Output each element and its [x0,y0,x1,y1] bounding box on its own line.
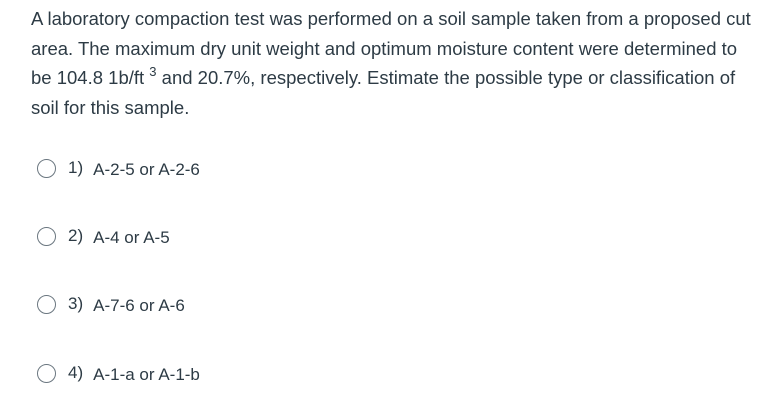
question-text [31,4,759,122]
radio-button-icon[interactable] [37,159,56,178]
answer-option-2[interactable] [37,222,170,250]
option-number: 1) [68,158,84,177]
answer-option-4[interactable] [37,359,200,387]
question-text-part: and 20.7%, respectively. Estimate the possible type or classification of soil for this sample. [31,67,736,118]
option-number: 3) [68,294,84,313]
option-label: A-4 or A-5 [93,228,170,247]
superscript-exponent: 3 [149,63,157,79]
radio-button-icon[interactable] [37,227,56,246]
answer-option-3[interactable] [37,290,185,318]
question-text-part: A laboratory compaction test was performed on a soil sample taken from a proposed cut area. The maximum dry unit weight and optimum moisture content were determined to be 104.8 1b/ft [31,8,751,88]
radio-button-icon[interactable] [37,364,56,383]
option-number: 4) [68,363,84,382]
option-label: A-7-6 or A-6 [93,296,185,315]
option-number: 2) [68,226,84,245]
option-label: A-1-a or A-1-b [93,365,200,384]
radio-button-icon[interactable] [37,295,56,314]
answer-option-1[interactable] [37,154,200,182]
option-label: A-2-5 or A-2-6 [93,160,200,179]
